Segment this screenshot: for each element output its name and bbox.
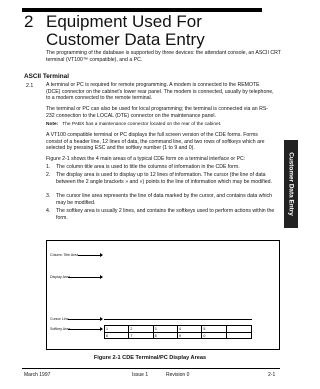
paragraph-local: The terminal or PC can also be used for local programming; the terminal is connected via an RS-232 connection to the LOCAL (DTE) connector on the maintenance panel. xyxy=(46,106,269,119)
section-number: 2.1 xyxy=(26,83,34,89)
list-item: The column title area is used to title the columns of information in the CDE form. xyxy=(56,164,240,170)
softkey-cell: 1 xyxy=(105,326,129,333)
list-item-number: 4. xyxy=(46,208,51,214)
softkey-cell xyxy=(227,333,251,339)
note-label: Note: xyxy=(46,122,59,127)
softkey-area-arrow xyxy=(68,329,102,330)
list-item: The cursor line area represents the line of data marked by the cursor, and contains data which may be modified. xyxy=(56,193,272,206)
list-item-number: 3. xyxy=(46,193,51,199)
cursor-line xyxy=(104,319,252,320)
footer-page-number: 2-1 xyxy=(268,372,276,378)
list-item: The softkey area is usually 2 lines, and contains the softkeys used to perform actions within the form. xyxy=(56,208,275,221)
cursor-line-label: Cursor Line xyxy=(50,317,69,321)
softkey-cell: 4 xyxy=(178,326,202,333)
column-title-area-label: Column Title Area xyxy=(50,253,79,257)
page-title: Equipment Used For Customer Data Entry xyxy=(46,12,205,49)
softkey-cell: 9 xyxy=(178,333,202,339)
softkey-area-label: Softkey Area xyxy=(50,327,71,331)
display-area-label: Display Area xyxy=(50,275,71,279)
intro-paragraph: The programming of the database is supported by three devices: the attendant console, an ASCII CRT terminal (VT100™ compatible), and a PC. xyxy=(46,50,281,63)
paragraph-remote: A terminal or PC is required for remote programming. A modem is connected to the REMOTE (DCE) connector on the cabinet's lower rear panel. The modem is connected, usually by telephone, to a modem connected to the remote terminal. xyxy=(46,82,274,102)
list-item: The display area is used to display up to 12 lines of information. The cursor (the line of data between the 2 angle brackets » and «) points to the line of information which may be modified. xyxy=(56,172,272,185)
section-heading: ASCII Terminal xyxy=(24,73,69,80)
cursor-line-arrow xyxy=(68,319,102,320)
softkey-cell: 7 xyxy=(129,333,153,339)
note xyxy=(46,122,274,128)
list-item-number: 1. xyxy=(46,164,51,170)
softkey-cell: 2 xyxy=(129,326,153,333)
softkey-cell: 3 xyxy=(154,326,178,333)
footer-rule xyxy=(22,368,280,369)
softkey-cell: 6 xyxy=(105,333,129,339)
note-text: The PABX has a maintenance connector located on the rear of the cabinet. xyxy=(62,122,222,127)
softkey-cell: 5 xyxy=(202,326,226,333)
paragraph-figure-ref: Figure 2-1 shows the 4 main areas of a typical CDE form on a terminal interface or PC: xyxy=(46,156,246,162)
softkey-grid xyxy=(104,325,252,339)
chapter-side-tab xyxy=(284,140,298,228)
footer-issue: Issue 1 xyxy=(132,372,149,378)
chapter-number: 2 xyxy=(24,12,34,31)
paragraph-vt100: A VT100 compatible terminal or PC displays the full screen version of the CDE forms. Forms consist of a header line, 12 lines of data, the command line, and two rows of softkeys which are selected by pressing ESC and the softkey number (1 to 9 and 0). xyxy=(46,132,265,152)
column-title-arrow xyxy=(78,255,102,256)
softkey-cell xyxy=(227,326,251,333)
footer-revision: Revision 0 xyxy=(166,372,190,378)
display-area-arrow xyxy=(68,277,102,278)
list-item-number: 2. xyxy=(46,172,51,178)
softkey-cell: 8 xyxy=(154,333,178,339)
footer-date: March 1997 xyxy=(24,372,51,378)
softkey-cell: 0 xyxy=(202,333,226,339)
side-tab-label: Customer Data Entry xyxy=(287,152,295,216)
figure-caption: Figure 2-1 CDE Terminal/PC Display Areas xyxy=(93,355,207,361)
